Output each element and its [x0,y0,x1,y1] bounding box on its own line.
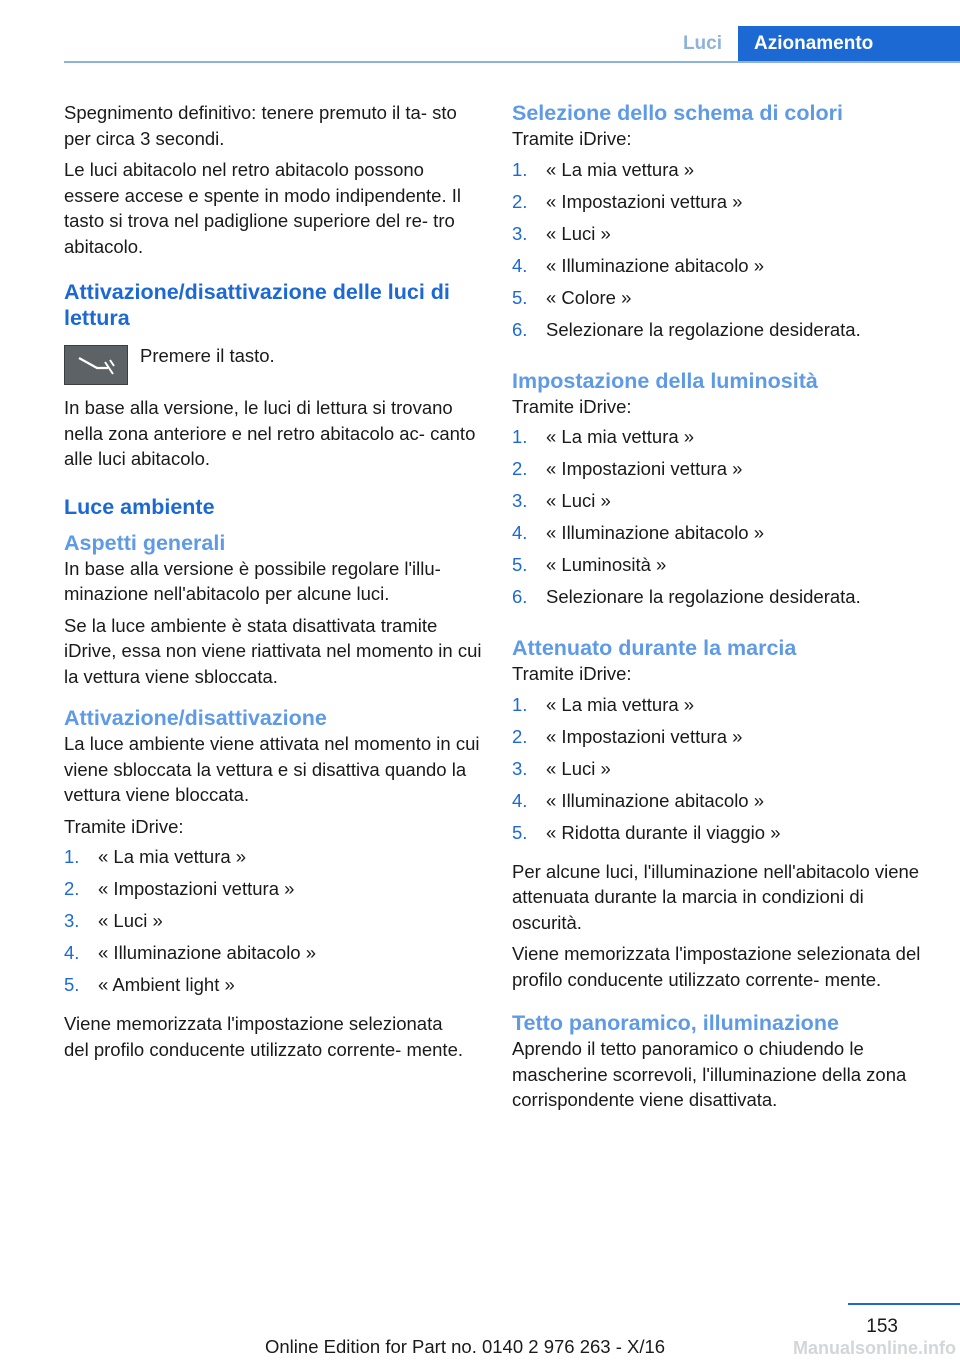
list-item [512,489,932,521]
list-item [512,725,932,757]
right-column [512,100,932,1119]
list-number: 5. [512,286,528,308]
list-item [64,973,482,1005]
list-text: Selezionare la regolazione desiderata. [546,318,861,340]
list-number: 2. [512,725,528,747]
list-item [512,821,932,853]
list-item [512,585,932,617]
list-item [64,909,482,941]
list-number: 2. [64,878,80,899]
page-number: 153 [866,1316,898,1337]
list-number: 4. [512,254,528,276]
list-item [512,521,932,553]
heading-dimmed-while-driving: Attenuato durante la marcia [512,636,797,660]
list-item [512,553,932,585]
list-text: « Impostazioni vettura » [546,725,743,747]
list-number: 5. [512,554,528,575]
heading-panoramic-roof: Tetto panoramico, illuminazione [512,1011,839,1035]
list-item [512,222,932,254]
list-number: 4. [512,789,528,811]
list-text: « Impostazioni vettura » [98,878,295,899]
paragraph: Le luci abitacolo nel retro abitacolo possono essere accese e spente in modo indipendente. Il tasto si trova nel padiglione superiore del re- tro abitacolo. [64,159,461,257]
press-button-text: Premere il tasto. [140,345,275,366]
paragraph: Se la luce ambiente è stata disattivata tramite iDrive, essa non viene riattivata nel momento in cui la vettura viene sbloccata. [64,614,482,687]
list-text: « Luminosità » [546,554,667,575]
list-text: « Ambient light » [98,974,235,995]
list-text: « Luci » [546,222,611,244]
paragraph: Tramite iDrive: [512,395,632,417]
heading-reading-lights: Attivazione/disattivazione delle luci di lettura [64,280,450,330]
steps-list-color [512,158,932,350]
heading-ambient-light: Luce ambiente [64,494,215,519]
list-text: « Impostazioni vettura » [546,190,743,212]
header-rule [64,61,960,63]
paragraph: Tramite iDrive: [512,663,632,684]
list-text: Selezionare la regolazione desiderata. [546,586,861,607]
list-item [512,425,932,457]
list-text: « Impostazioni vettura » [546,458,743,479]
list-number: 3. [64,910,80,931]
footer-rule [848,1303,960,1305]
list-number: 4. [64,942,80,963]
paragraph: La luce ambiente viene attivata nel momento in cui viene sbloccata la vettura e si disattiva quando la vettura viene bloccata. [64,733,480,805]
list-text: « La mia vettura » [98,846,247,867]
list-item [512,693,932,725]
reading-light-instruction [64,343,482,385]
list-text: « Ridotta durante il viaggio » [546,821,781,843]
list-number: 1. [512,426,528,447]
list-text: « Colore » [546,286,632,308]
list-item [64,845,482,877]
list-text: « La mia vettura » [546,693,695,715]
list-text: « Illuminazione abitacolo » [98,942,317,963]
heading-brightness: Impostazione della luminosità [512,368,818,393]
reading-light-button-icon [64,345,128,385]
paragraph: In base alla versione, le luci di lettura si trovano nella zona anteriore e nel retro abitacolo ac- canto alle luci abitacolo. [64,397,476,469]
list-text: « Luci » [546,490,611,511]
list-text: « La mia vettura » [546,426,695,447]
list-item [512,190,932,222]
list-number: 1. [512,693,528,715]
list-number: 2. [512,190,528,212]
edition-note: Online Edition for Part no. 0140 2 976 263 - X/16 [265,1336,666,1357]
paragraph: Per alcune luci, l'illuminazione nell'abitacolo viene attenuata durante la marcia in condizioni di oscurità. [512,860,920,933]
list-number: 3. [512,490,528,511]
watermark: Manualsonline.info [792,1338,956,1358]
list-item [512,254,932,286]
steps-list-dimmed [512,693,932,853]
list-item [512,789,932,821]
list-number: 5. [512,821,528,843]
left-column [64,100,482,1068]
heading-activation: Attivazione/disattivazione [64,706,327,730]
list-number: 6. [512,318,528,340]
list-text: « Luci » [546,757,611,779]
paragraph: Tramite iDrive: [512,128,632,149]
list-number: 2. [512,458,528,479]
list-text: « Illuminazione abitacolo » [546,789,765,811]
steps-list-brightness [512,425,932,617]
list-number: 1. [512,158,528,180]
list-item [512,158,932,190]
paragraph: In base alla versione è possibile regolare l'illu- minazione nell'abitacolo per alcune luci. [64,557,441,604]
paragraph: Viene memorizzata l'impostazione selezionata del profilo conducente utilizzato corrente- mente. [64,1013,463,1060]
list-number: 3. [512,757,528,779]
list-number: 3. [512,222,528,244]
paragraph: Spegnimento definitivo: tenere premuto il ta- sto per circa 3 secondi. [64,102,457,149]
list-item [64,877,482,909]
list-number: 4. [512,522,528,543]
header-chapter-tab[interactable]: Azionamento [738,26,960,61]
list-item [64,941,482,973]
list-text: « Luci » [98,910,163,931]
list-text: « La mia vettura » [546,158,695,180]
steps-list-ambient [64,845,482,1005]
list-number: 6. [512,586,528,607]
list-number: 5. [64,974,80,995]
list-text: « Illuminazione abitacolo » [546,522,765,543]
list-number: 1. [64,846,80,867]
paragraph: Tramite iDrive: [64,815,184,837]
heading-color-scheme: Selezione dello schema di colori [512,101,843,125]
paragraph: Aprendo il tetto panoramico o chiudendo le mascherine scorrevoli, l'illuminazione della zona corrispondente viene disattivata. [512,1038,907,1110]
header-section-tab[interactable]: Luci [682,33,722,54]
list-item [512,457,932,489]
list-item [512,286,932,318]
paragraph: Viene memorizzata l'impostazione selezionata del profilo conducente utilizzato corrente- mente. [512,943,921,990]
list-item [512,757,932,789]
list-item [512,318,932,350]
heading-general-aspects: Aspetti generali [64,530,226,555]
list-text: « Illuminazione abitacolo » [546,254,765,276]
